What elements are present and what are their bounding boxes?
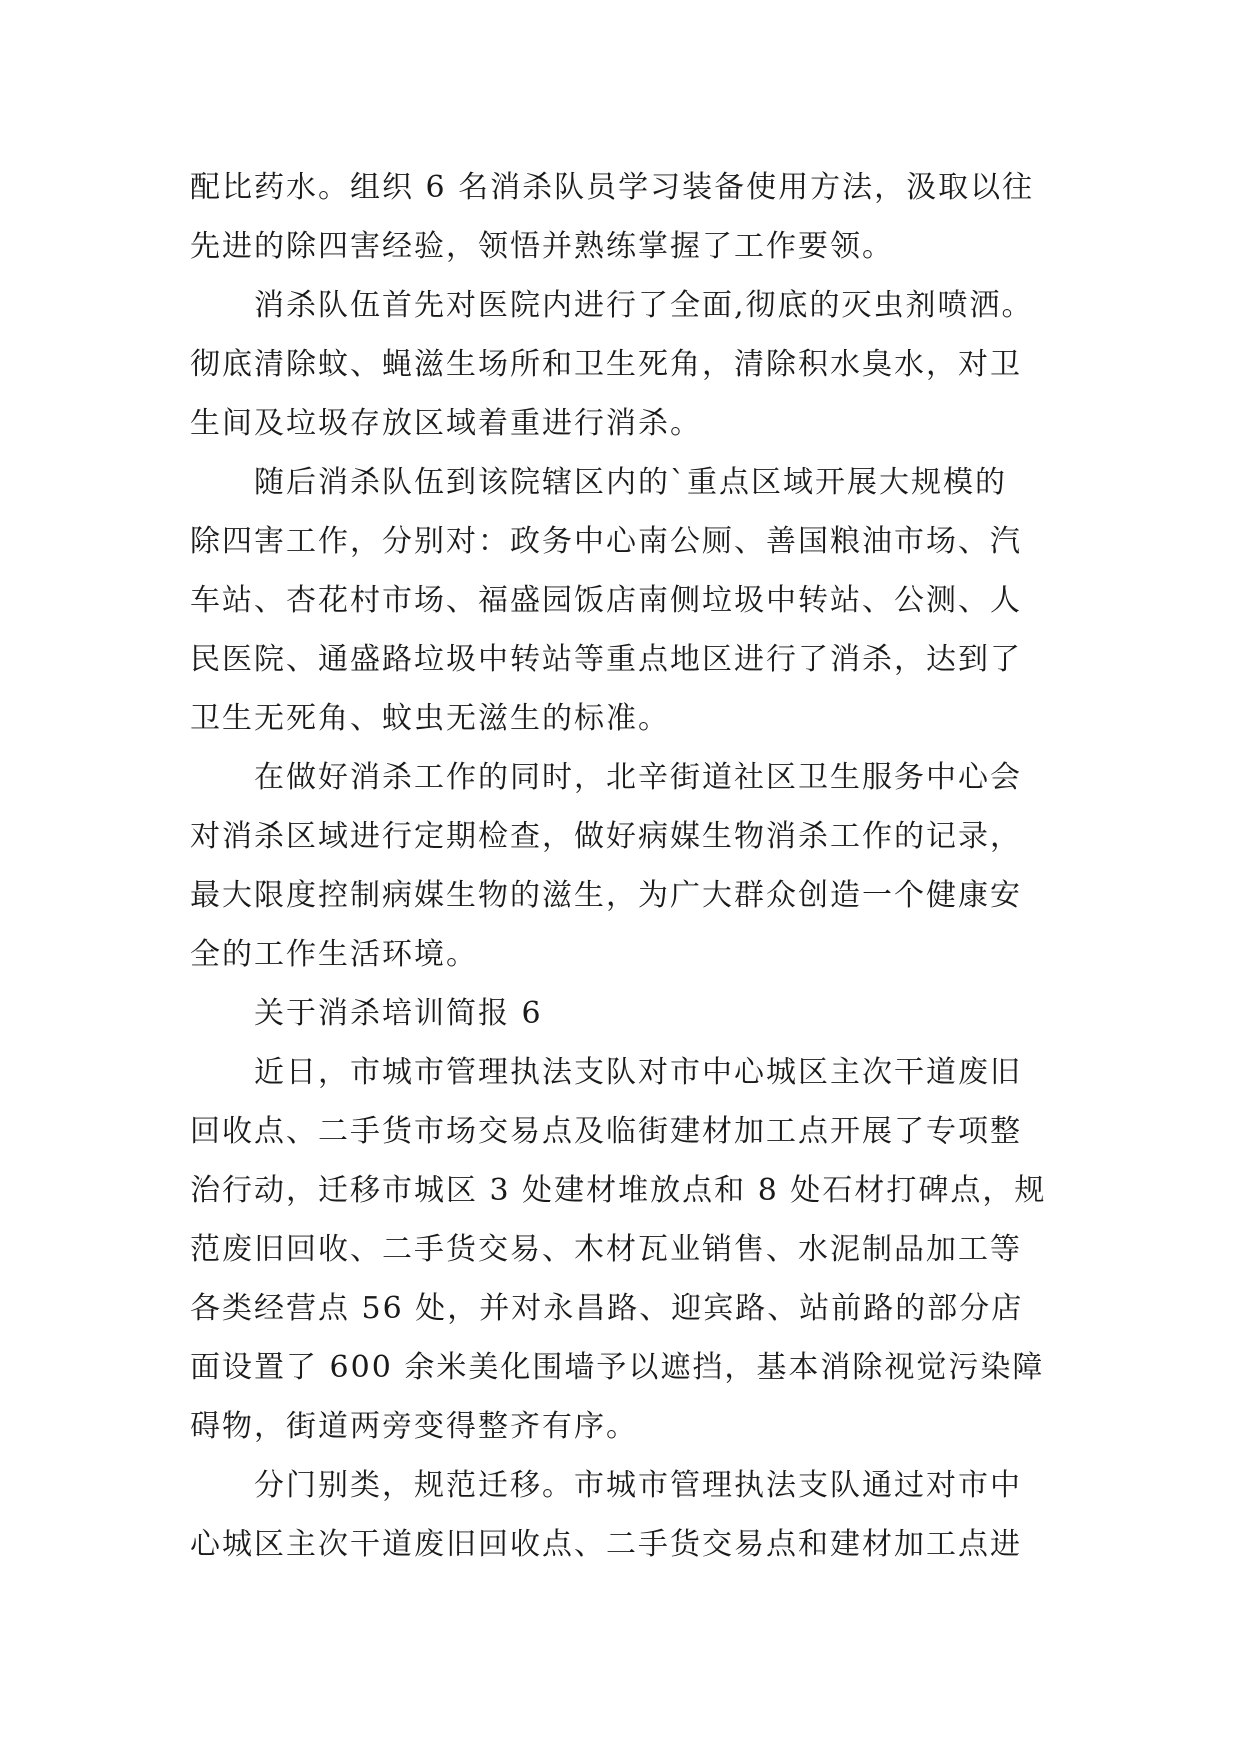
text-line: 碍物，街道两旁变得整齐有序。: [190, 1409, 638, 1444]
document-body: [190, 158, 1050, 1574]
text-line: 最大限度控制病媒生物的滋生，为广大群众创造一个健康安: [190, 878, 1022, 913]
text-line: 配比药水。组织 6 名消杀队员学习装备使用方法，汲取以往: [190, 170, 1035, 205]
text-line: 彻底清除蚊、蝇滋生场所和卫生死角，清除积水臭水，对卫: [190, 347, 1022, 382]
text-line: 关于消杀培训简报 6: [254, 996, 543, 1031]
text-line: 生间及垃圾存放区域着重进行消杀。: [190, 406, 702, 441]
text-line: 对消杀区域进行定期检查，做好病媒生物消杀工作的记录，: [190, 819, 1022, 854]
text-line: 先进的除四害经验，领悟并熟练掌握了工作要领。: [190, 229, 894, 264]
text-line: 面设置了 600 余米美化围墙予以遮挡，基本消除视觉污染障: [190, 1350, 1045, 1385]
text-line: 在做好消杀工作的同时，北辛街道社区卫生服务中心会: [254, 760, 1022, 795]
text-line: 全的工作生活环境。: [190, 937, 478, 972]
text-line: 近日，市城市管理执法支队对市中心城区主次干道废旧: [254, 1055, 1022, 1090]
text-line: 各类经营点 56 处，并对永昌路、迎宾路、站前路的部分店: [190, 1291, 1024, 1326]
text-line: 除四害工作，分别对：政务中心南公厕、善国粮油市场、汽: [190, 524, 1022, 559]
text-line: 随后消杀队伍到该院辖区内的`重点区域开展大规模的: [254, 465, 1007, 500]
text-line: 心城区主次干道废旧回收点、二手货交易点和建材加工点进: [190, 1527, 1022, 1562]
text-line: 卫生无死角、蚊虫无滋生的标准。: [190, 701, 670, 736]
text-line: 车站、杏花村市场、福盛园饭店南侧垃圾中转站、公测、人: [190, 583, 1022, 618]
text-line: 回收点、二手货市场交易点及临街建材加工点开展了专项整: [190, 1114, 1022, 1149]
text-line: 民医院、通盛路垃圾中转站等重点地区进行了消杀，达到了: [190, 642, 1022, 677]
text-line: 消杀队伍首先对医院内进行了全面,彻底的灭虫剂喷洒。: [254, 288, 1034, 323]
text-line: 范废旧回收、二手货交易、木材瓦业销售、水泥制品加工等: [190, 1232, 1022, 1267]
text-line: 分门别类，规范迁移。市城市管理执法支队通过对市中: [254, 1468, 1022, 1503]
text-line: 治行动，迁移市城区 3 处建材堆放点和 8 处石材打碑点，规: [190, 1173, 1047, 1208]
